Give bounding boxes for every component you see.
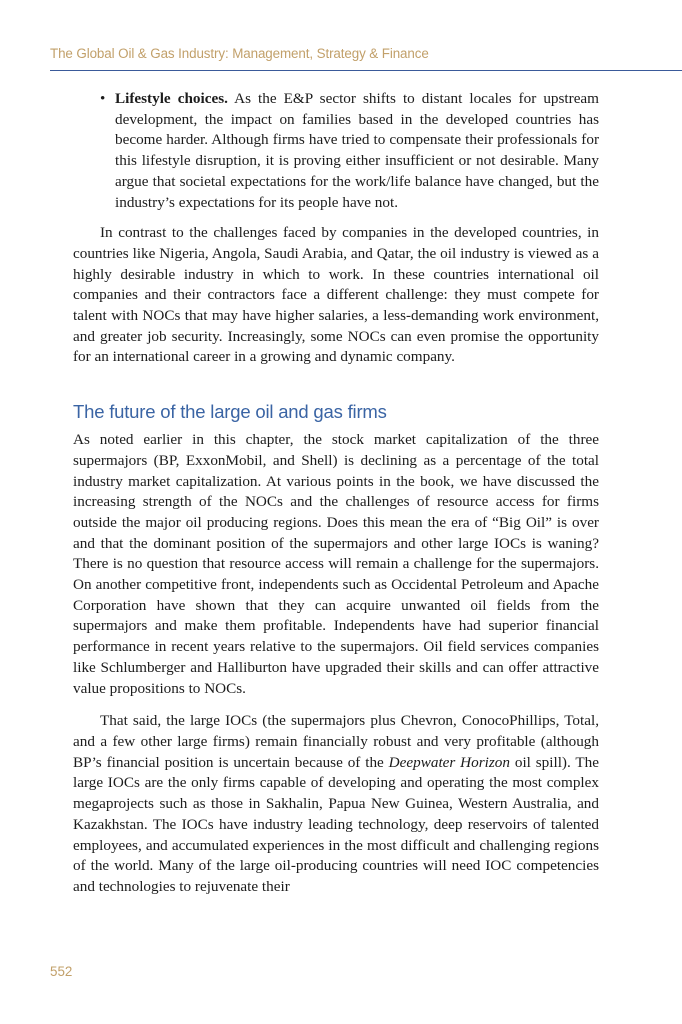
running-head-title: The Global Oil & Gas Industry: Management, Strategy & Finance (50, 46, 429, 61)
bullet-label: Lifestyle choices. (115, 90, 228, 107)
bullet-text: As the E&P sector shifts to distant locales for upstream development, the impact on families based in the developed countries has become harder. Although firms have tried to compensate their professionals for this lifestyle disruption, it is proving either insufficient or not desirable. Many argue that societal expectations for the work/life balance have changed, but the industry’s expectations for its people have not. (115, 90, 599, 211)
section-heading: The future of the large oil and gas firms (73, 401, 387, 423)
section-paragraph-1: As noted earlier in this chapter, the stock market capitalization of the three supermajors (BP, ExxonMobil, and Shell) is declining as a percentage of the total industry market capitalization. At various points in the book, we have discussed the increasing strength of the NOCs and the challenges of resource access for firms outside the major oil producing regions. Does this mean the era of “Big Oil” is over and that the dominant position of the supermajors and other large IOCs is waning? There is no question that resource access will remain a challenge for the supermajors. On another competitive front, independents such as Occidental Petroleum and Apache Corporation have shown that they can acquire unwanted oil fields from the supermajors and make them profitable. Independents have had superior financial performance in recent years relative to the supermajors. Oil field services companies like Schlumberger and Halliburton have upgraded their skills and can offer attractive value propositions to NOCs. (73, 431, 599, 697)
section-paragraph-2-italic: Deepwater Horizon (388, 753, 510, 771)
page-number: 552 (50, 964, 73, 979)
section-paragraph-2 (73, 711, 599, 897)
section-paragraph-2-end: oil spill). The large IOCs are the only firms capable of developing and operating the most complex megaprojects such as those in Sakhalin, Papua New Guinea, Western Australia, and Kazakhstan. The IOCs have industry leading technology, deep reservoirs of talented employees, and accumulated experiences in the most difficult and challenging regions of the world. Many of the large oil-producing countries will need IOC competencies and technologies to rejuvenate their (73, 753, 599, 895)
body-paragraph-developed-countries: In contrast to the challenges faced by companies in the developed countries, in countries like Nigeria, Angola, Saudi Arabia, and Qatar, the oil industry is viewed as a highly desirable industry in which to work. In these countries international oil companies and their contractors face a different challenge: they must compete for talent with NOCs that may have higher salaries, a less-demanding work environment, and greater job security. Increasingly, some NOCs can even promise the opportunity for an international career in a growing and dynamic company. (73, 224, 599, 366)
header-rule (50, 70, 682, 71)
page-body (73, 89, 599, 898)
bullet-list (73, 89, 599, 213)
section-paragraph-2-start: That said, the large IOCs (the supermajors plus Chevron, ConocoPhillips, Total, and a few other large firms) remain financially robust and very profitable (although BP’s financial position is uncertain because of the (73, 712, 599, 771)
bullet-glyph-icon: • (100, 90, 106, 107)
bullet-item-lifestyle-choices (100, 89, 599, 213)
